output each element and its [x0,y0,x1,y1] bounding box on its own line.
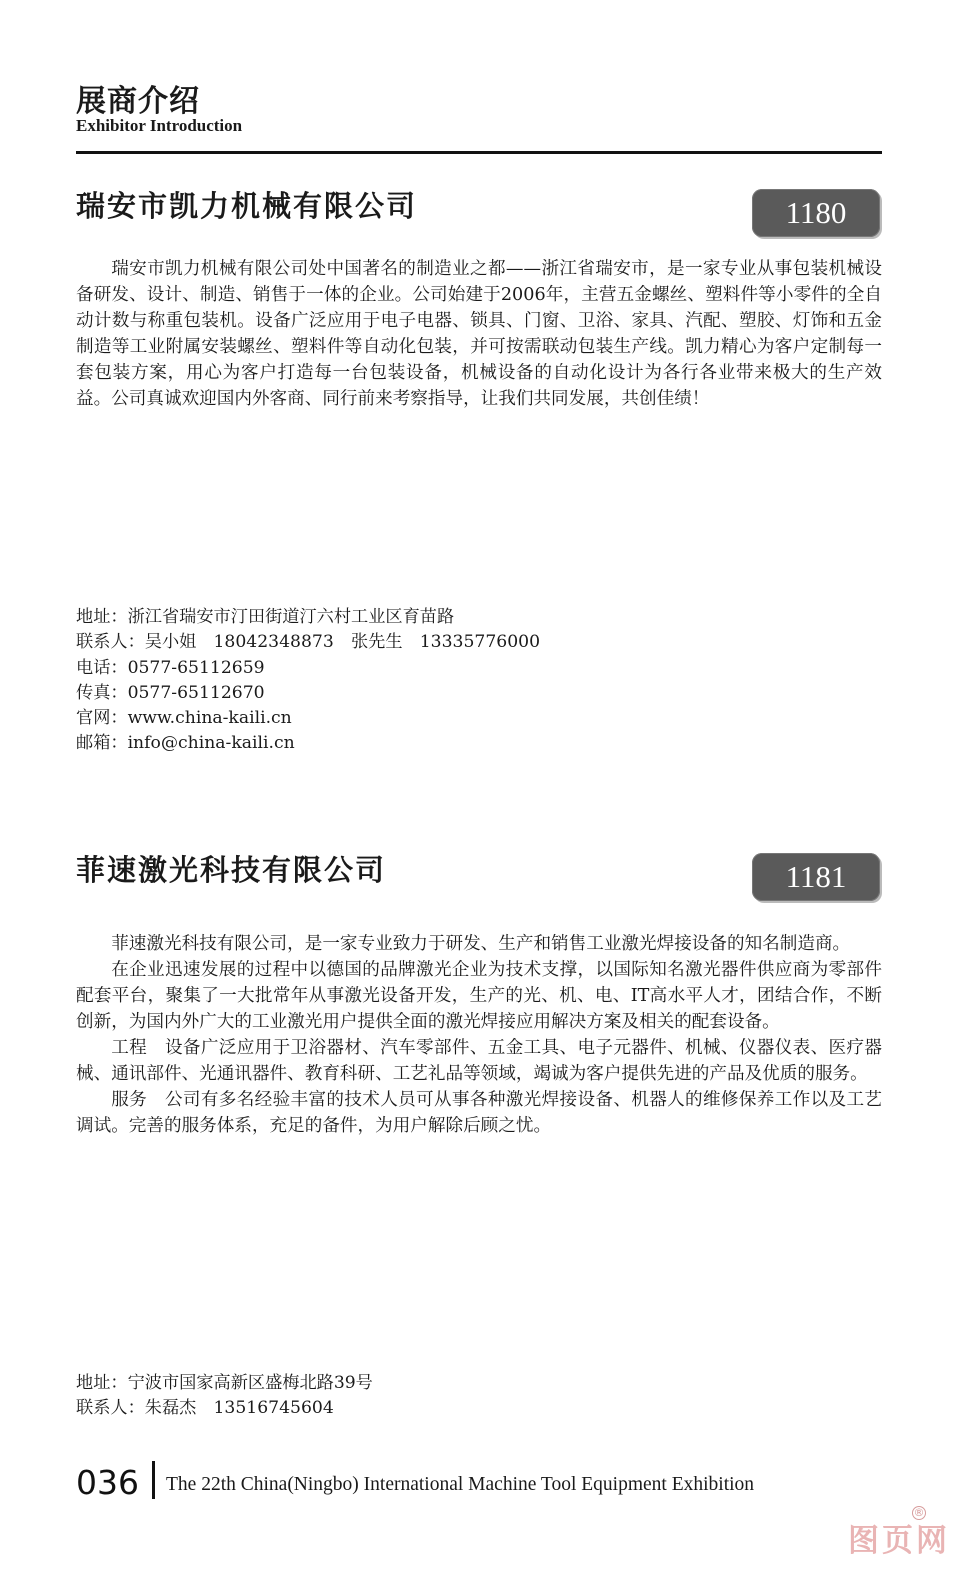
booth-number-badge: 1180 [752,189,880,237]
watermark-logo: 图页网 [848,1523,950,1559]
fax-line: 传真：0577-65112670 [76,682,265,703]
section-title: 展商介绍 [76,84,200,119]
description-paragraph: 工程 设备广泛应用于卫浴器材、汽车零部件、五金工具、电子元器件、机械、仪器仪表、医疗器械、通讯部件、光通讯器件、教育科研、工艺礼品等领域，竭诚为客户提供先进的产品及优质的服务。 [76,1038,882,1084]
contact-person-line: 联系人：吴小姐 18042348873 张先生 13335776000 [76,632,541,653]
description-paragraph: 服务 公司有多名经验丰富的技术人员可从事各种激光焊接设备、机器人的维修保养工作以及工艺调试。完善的服务体系，充足的备件，为用户解除后顾之忧。 [76,1090,882,1136]
company-name: 菲速激光科技有限公司 [76,853,387,887]
registered-mark-icon: ® [913,1506,925,1519]
company-description [76,256,882,412]
description-paragraph: 在企业迅速发展的过程中以德国的品牌激光企业为技术支撑，以国际知名激光器件供应商为零部件配套平台，聚集了一大批常年从事激光设备开发，生产的光、机、电、IT高水平人才，团结合作，不断创新，为国内外广大的工业激光用户提供全面的激光焊接应用解决方案及相关的配套设备。 [76,960,882,1032]
email-line: 邮箱：info@china-kaili.cn [76,733,295,754]
booth-number-badge: 1181 [752,853,880,901]
exhibition-name: The 22th China(Ningbo) International Machine Tool Equipment Exhibition [166,1474,755,1495]
description-paragraph: 菲速激光科技有限公司，是一家专业致力于研发、生产和销售工业激光焊接设备的知名制造商。 [111,934,851,954]
contact-block [76,605,540,757]
company-name: 瑞安市凯力机械有限公司 [76,189,418,223]
phone-line: 电话：0577-65112659 [76,657,265,678]
company-description [76,931,882,1139]
description-paragraph: 瑞安市凯力机械有限公司处中国著名的制造业之都——浙江省瑞安市，是一家专业从事包装机械设备研发、设计、制造、销售于一体的企业。公司始建于2006年，主营五金螺丝、塑料件等小零件的全自动计数与称重包装机。设备广泛应用于电子电器、锁具、门窗、卫浴、家具、汽配、塑胶、灯饰和五金制造等工业附属安装螺丝、塑料件等自动化包装，并可按需联动包装生产线。凯力精心为客户定制每一套包装方案，用心为客户打造每一台包装设备，机械设备的自动化设计为各行各业带来极大的生产效益。公司真诚欢迎国内外客商、同行前来考察指导，让我们共同发展，共创佳绩！ [76,259,882,409]
contact-person-line: 联系人：朱磊杰 13516745604 [76,1398,334,1419]
footer-divider [152,1461,155,1499]
contact-block [76,1371,373,1422]
website-line: 官网：www.china-kaili.cn [76,708,292,729]
section-title-en: Exhibitor Introduction [76,116,243,135]
header-divider [76,151,882,154]
page-number: 036 [76,1463,139,1502]
address-line: 地址：浙江省瑞安市汀田街道汀六村工业区育苗路 [76,607,455,627]
address-line: 地址：宁波市国家高新区盛梅北路39号 [76,1373,373,1393]
